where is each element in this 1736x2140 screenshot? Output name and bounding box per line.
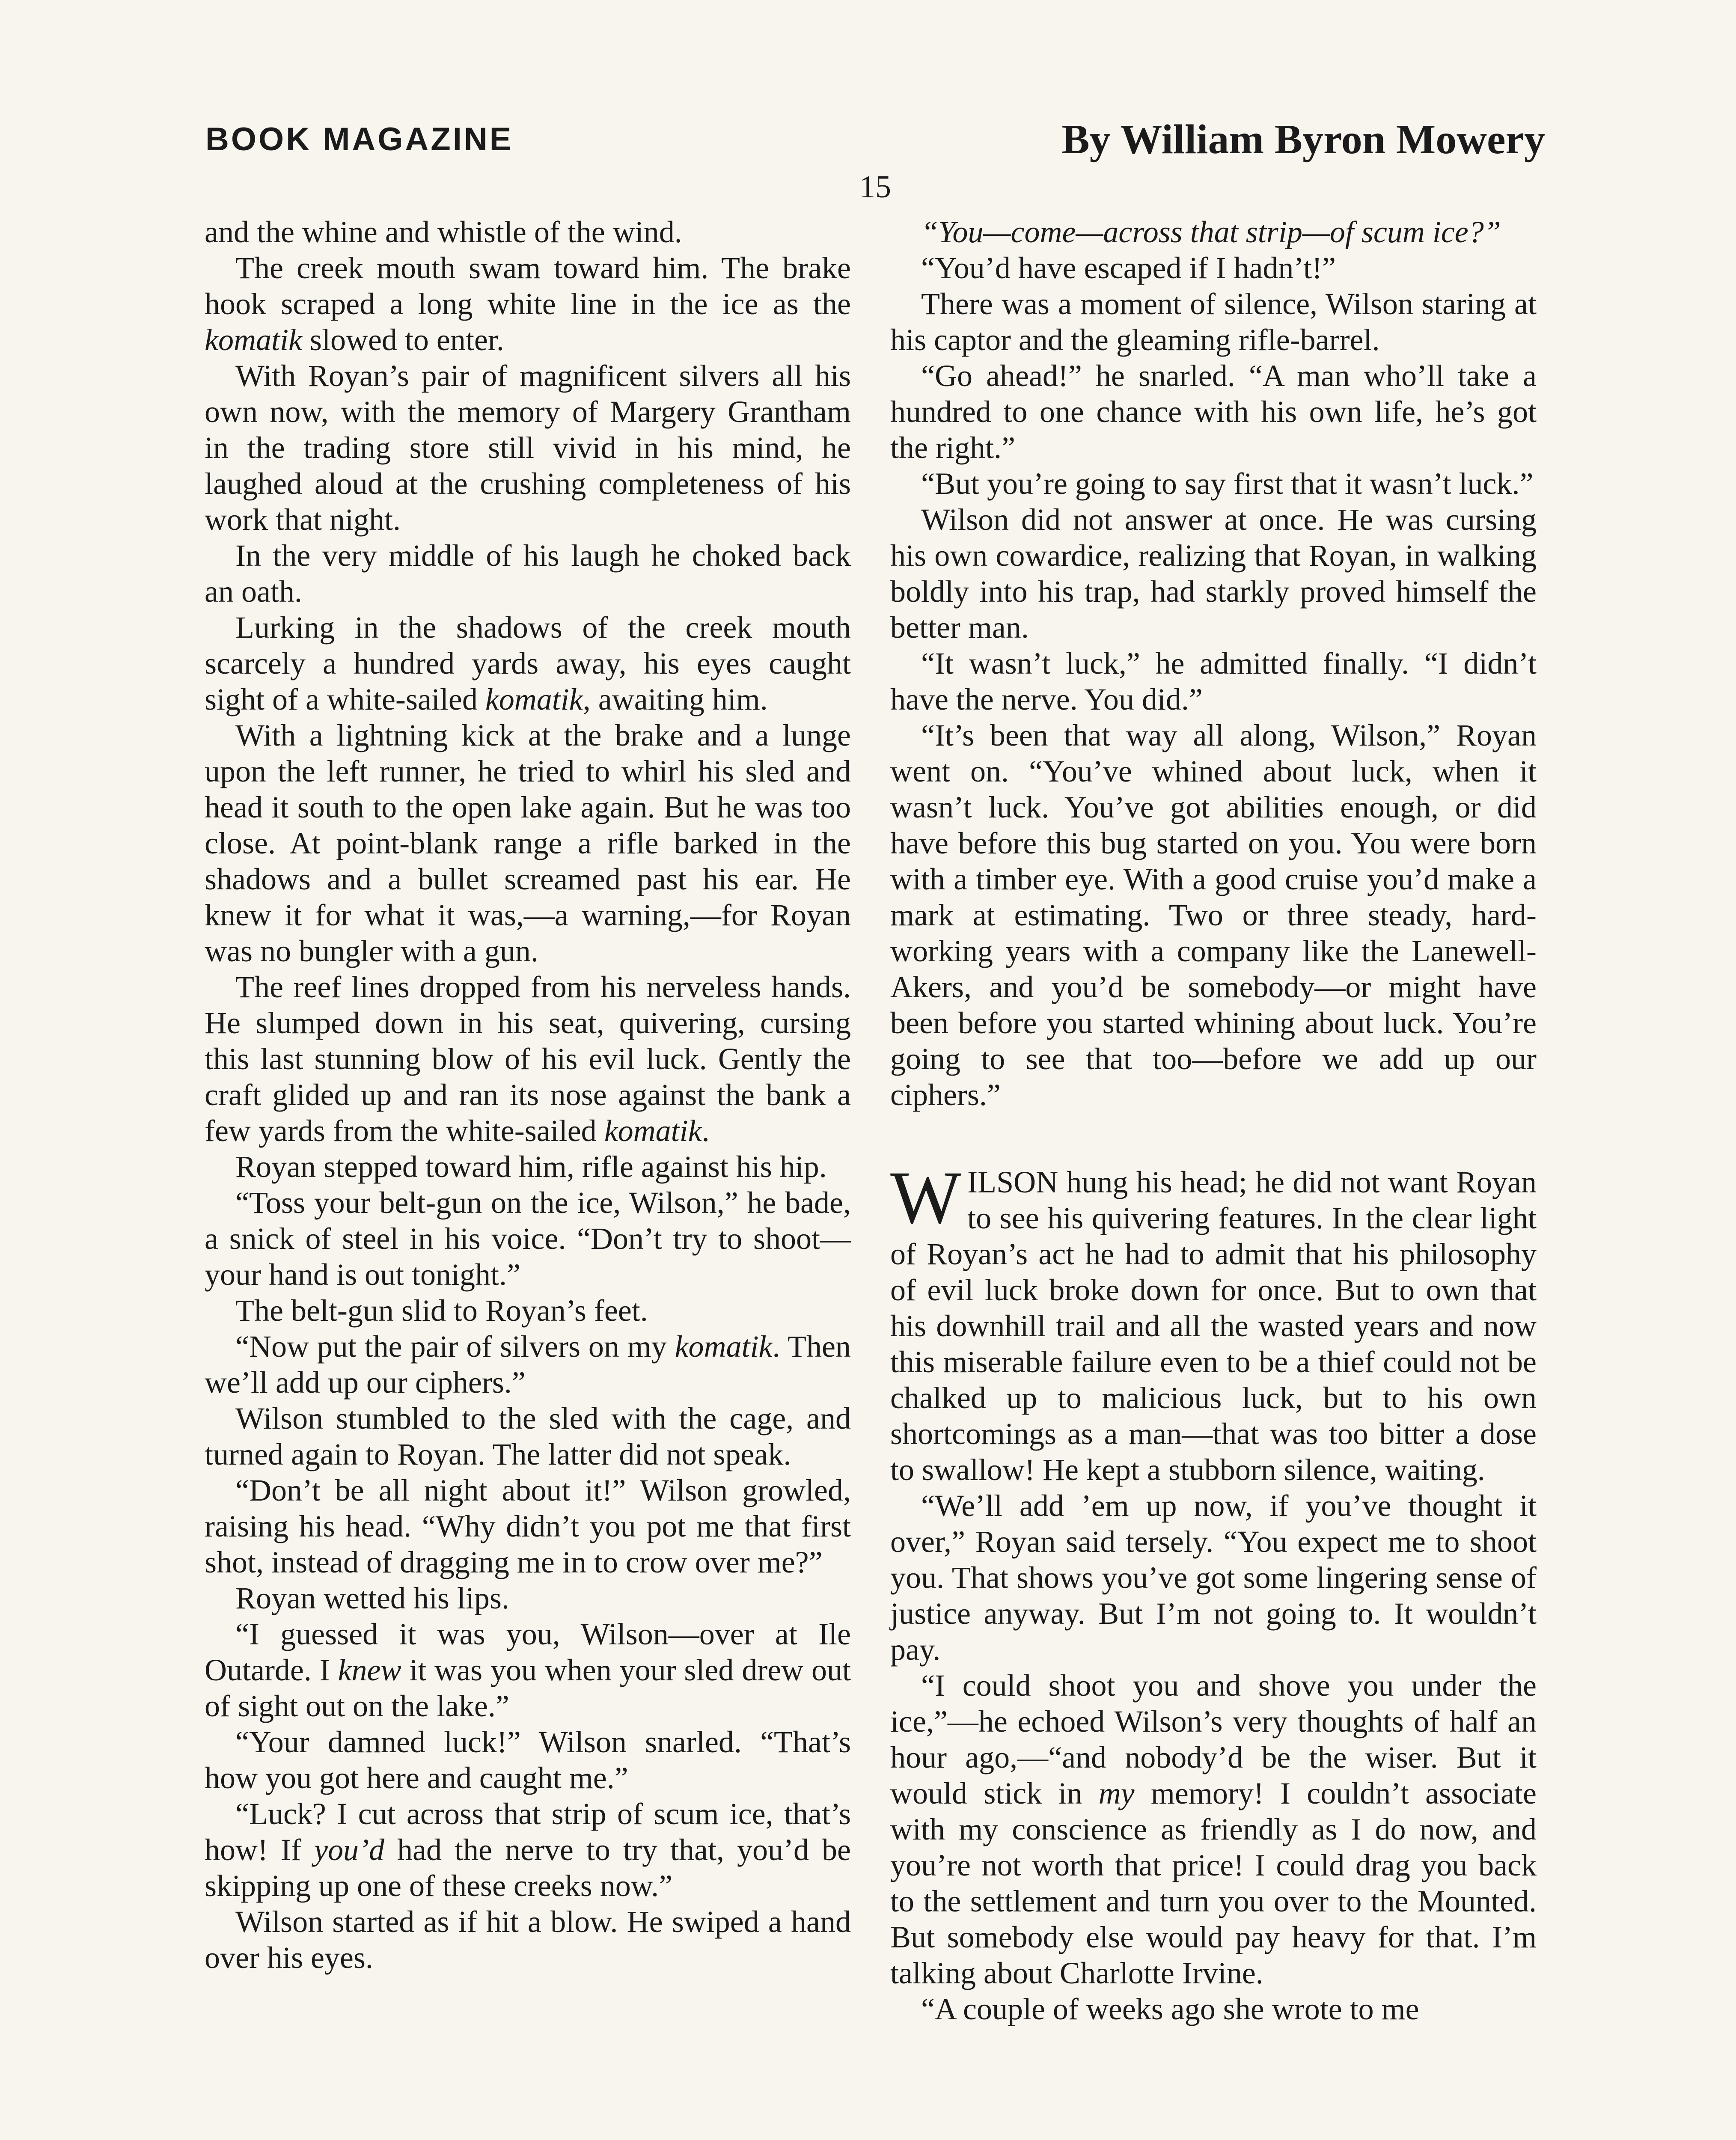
paragraph: “Don’t be all night about it!” Wilson growled, raising his head. “Why didn’t you pot me that first shot, instead of dragging me in to crow over me?” <box>205 1473 851 1579</box>
paragraph: In the very middle of his laugh he choked back an oath. <box>205 538 851 609</box>
paragraph: “Now put the pair of silvers on my komatik. Then we’ll add up our ciphers.” <box>205 1329 851 1400</box>
paragraph: “Your damned luck!” Wilson snarled. “That’s how you got here and caught me.” <box>205 1725 851 1795</box>
section-opening-text: ILSON hung his head; he did not want Royan to see his quivering features. In the clear light of Royan’s act he had to admit that his philosophy of evil luck broke down for once. But to own that his downhill trail and all the wasted years and now this miserable failure even to be a thief could not be chalked up to malicious luck, but to his own shortcomings as a man—that was too bitter a dose to swallow! He kept a stubborn silence, waiting. <box>890 1165 1537 1487</box>
right-column-bottom-paragraphs <box>890 1488 1537 2027</box>
paragraph: The belt-gun slid to Royan’s feet. <box>235 1293 648 1328</box>
paragraph: “Go ahead!” he snarled. “A man who’ll take a hundred to one chance with his own life, he’s got the right.” <box>890 359 1537 465</box>
drop-cap-letter: W <box>890 1156 962 1239</box>
paragraph: Wilson stumbled to the sled with the cage, and turned again to Royan. The latter did not speak. <box>205 1401 851 1471</box>
paragraph: “It’s been that way all along, Wilson,” Royan went on. “You’ve whined about luck, when it wasn’t luck. You’ve got abilities enough, or did have before this bug started on you. You were born with a timber eye. With a good cruise you’d make a mark at estimating. Two or three steady, hard-working years with a company like the Lanewell-Akers, and you’d be somebody—or might have been before you started whining about luck. You’re going to see that too—before we add up our ciphers.” <box>890 718 1537 1112</box>
paragraph: “I could shoot you and shove you under the ice,”—he echoed Wilson’s very thoughts of half an hour ago,—“and nobody’d be the wiser. But it would stick in my memory! I couldn’t associate with my conscience as friendly as I do now, and you’re not worth that price! I could drag you back to the settlement and turn you over to the Mounted. But somebody else would pay heavy for that. I’m talking about Charlotte Irvine. <box>890 1668 1537 1990</box>
paragraph: The creek mouth swam toward him. The brake hook scraped a long white line in the ice as the komatik slowed to enter. <box>205 251 851 357</box>
paragraph: “But you’re going to say first that it wasn’t luck.” <box>921 467 1534 501</box>
author-byline: By William Byron Mowery <box>1061 116 1545 163</box>
paragraph: There was a moment of silence, Wilson staring at his captor and the gleaming rifle-barrel. <box>890 287 1537 357</box>
section-break <box>890 1113 1537 1164</box>
paragraph: “I guessed it was you, Wilson—over at Ile Outarde. I knew it was you when your sled drew out of sight out on the lake.” <box>205 1617 851 1723</box>
left-text-column <box>205 214 851 1976</box>
paragraph: “We’ll add ’em up now, if you’ve thought it over,” Royan said tersely. “You expect me to shoot you. That shows you’ve got some lingering sense of justice anyway. But I’m not going to. It wouldn’t pay. <box>890 1489 1537 1667</box>
paragraph: The reef lines dropped from his nerveless hands. He slumped down in his seat, quivering, cursing this last stunning blow of his evil luck. Gently the craft glided up and ran its nose against the bank a few yards from the white-sailed komatik. <box>205 970 851 1148</box>
paragraph: “You—come—across that strip—of scum ice?” <box>921 215 1501 249</box>
right-column-top-paragraphs <box>890 214 1537 1113</box>
paragraph: Wilson started as if hit a blow. He swiped a hand over his eyes. <box>205 1905 851 1975</box>
paragraph: “Luck? I cut across that strip of scum ice, that’s how! If you’d had the nerve to try that, you’d be skipping up one of these creeks now.” <box>205 1797 851 1903</box>
paragraph: Royan stepped toward him, rifle against his hip. <box>235 1150 827 1184</box>
right-text-column <box>890 214 1537 2027</box>
paragraph: Wilson did not answer at once. He was cursing his own cowardice, realizing that Royan, in walking boldly into his trap, had starkly proved himself the better man. <box>890 502 1537 645</box>
paragraph: “A couple of weeks ago she wrote to me <box>921 1992 1419 2026</box>
paragraph: With a lightning kick at the brake and a lunge upon the left runner, he tried to whirl his sled and head it south to the open lake again. But he was too close. At point-blank range a rifle barked in the shadows and a bullet screamed past his ear. He knew it for what it was,—a warning,—for Royan was no bungler with a gun. <box>205 718 851 968</box>
page-number: 15 <box>859 169 891 205</box>
paragraph: “It wasn’t luck,” he admitted finally. “I didn’t have the nerve. You did.” <box>890 646 1537 716</box>
paragraph: With Royan’s pair of magnificent silvers all his own now, with the memory of Margery Grantham in the trading store still vivid in his mind, he laughed aloud at the crushing completeness of his work that night. <box>205 359 851 537</box>
paragraph: Lurking in the shadows of the creek mouth scarcely a hundred yards away, his eyes caught sight of a white-sailed komatik, awaiting him. <box>205 610 851 716</box>
paragraph: and the whine and whistle of the wind. <box>205 215 682 249</box>
section-opening-paragraph <box>890 1156 1537 1488</box>
paragraph: “You’d have escaped if I hadn’t!” <box>921 251 1336 285</box>
paragraph: Royan wetted his lips. <box>235 1581 509 1615</box>
paragraph: “Toss your belt-gun on the ice, Wilson,” he bade, a snick of steel in his voice. “Don’t try to shoot—your hand is out tonight.” <box>205 1186 851 1292</box>
magazine-title: BOOK MAGAZINE <box>205 121 514 158</box>
